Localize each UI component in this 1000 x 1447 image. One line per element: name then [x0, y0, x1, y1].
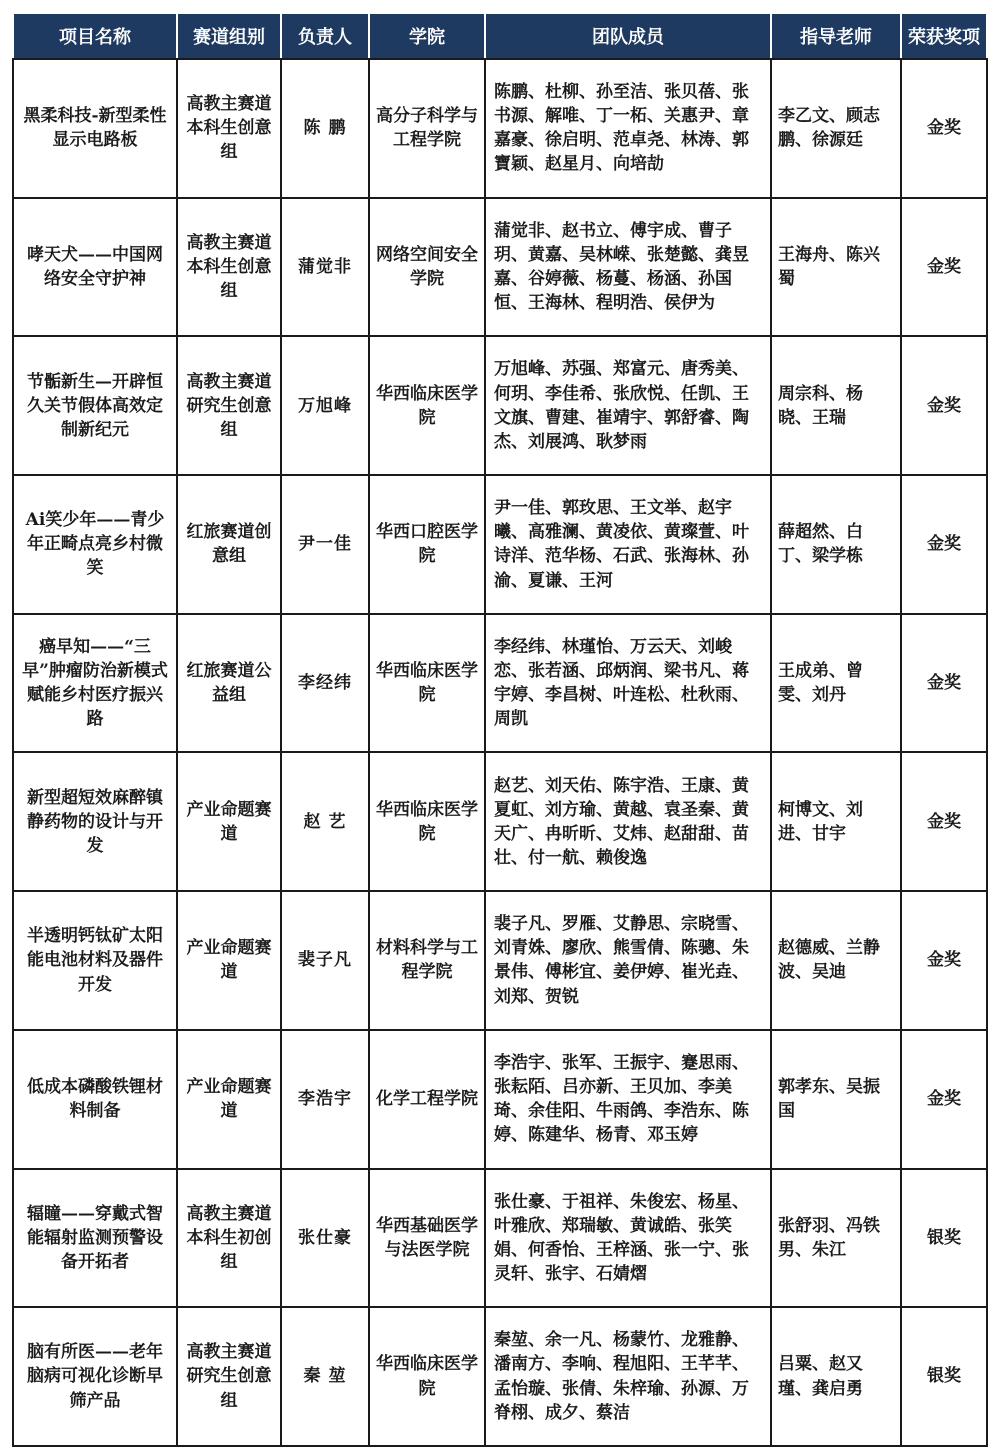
cell-award: 金奖	[901, 475, 987, 614]
cell-members: 李浩宇、张军、王振宇、蹇思雨、张耘陌、吕亦新、王贝加、李美琦、余佳阳、牛雨鸽、李浩东、陈婷、陈建华、杨青、邓玉婷	[485, 1030, 771, 1169]
table-row	[13, 1030, 987, 1169]
table-row	[13, 336, 987, 475]
cell-track: 产业命题赛道	[177, 1030, 281, 1169]
cell-project: Ai笑少年——青少年正畸点亮乡村微笑	[13, 475, 177, 614]
cell-leader: 尹一佳	[281, 475, 369, 614]
cell-project: 低成本磷酸铁锂材料制备	[13, 1030, 177, 1169]
cell-college: 网络空间安全学院	[369, 198, 485, 337]
cell-members: 李经纬、林瑾怡、万云天、刘峻恋、张若涵、邱炳润、梁书凡、蒋宇婷、李昌树、叶连松、杜秋雨、周凯	[485, 614, 771, 753]
header-mentors: 指导老师	[771, 13, 901, 59]
header-college: 学院	[369, 13, 485, 59]
cell-leader: 张仕豪	[281, 1169, 369, 1308]
cell-mentors: 王海舟、陈兴蜀	[771, 198, 901, 337]
cell-award: 银奖	[901, 1169, 987, 1308]
cell-mentors: 赵德威、兰静波、吴迪	[771, 891, 901, 1030]
cell-mentors: 郭孝东、吴振国	[771, 1030, 901, 1169]
cell-leader: 裴子凡	[281, 891, 369, 1030]
cell-members: 赵艺、刘天佑、陈宇浩、王康、黄夏虹、刘方瑜、黄越、袁圣秦、黄天广、冉昕昕、艾炜、赵甜甜、苗壮、付一航、赖俊逸	[485, 752, 771, 891]
cell-mentors: 吕粟、赵又瑾、龚启勇	[771, 1307, 901, 1446]
cell-college: 华西口腔医学院	[369, 475, 485, 614]
cell-leader: 陈 鹏	[281, 59, 369, 198]
header-track: 赛道组别	[177, 13, 281, 59]
cell-project: 癌早知——“三早”肿瘤防治新模式 赋能乡村医疗振兴路	[13, 614, 177, 753]
cell-project: 半透明钙钛矿太阳能电池材料及器件开发	[13, 891, 177, 1030]
table-body	[13, 59, 987, 1446]
cell-members: 裴子凡、罗雁、艾静思、宗晓雪、刘青姝、廖欣、熊雪倩、陈骢、朱景伟、傅彬宜、姜伊婷、崔光垚、刘郑、贺锐	[485, 891, 771, 1030]
cell-leader: 李经纬	[281, 614, 369, 753]
cell-award: 金奖	[901, 614, 987, 753]
cell-mentors: 张舒羽、冯铁男、朱江	[771, 1169, 901, 1308]
table-row	[13, 891, 987, 1030]
cell-project: 节骺新生—开辟恒久关节假体高效定制新纪元	[13, 336, 177, 475]
cell-members: 陈鹏、杜柳、孙至洁、张贝蓓、张书源、解唯、丁一柘、关惠尹、章嘉豪、徐启明、范卓尧、林涛、郭寶颖、赵星月、向培劼	[485, 59, 771, 198]
table-row	[13, 59, 987, 198]
cell-members: 蒲觉非、赵书立、傅宇成、曹子玥、黄嘉、吴林嵘、张楚懿、龚昱嘉、谷婷薇、杨蔓、杨涵、孙国恒、王海林、程明浩、侯伊为	[485, 198, 771, 337]
cell-college: 化学工程学院	[369, 1030, 485, 1169]
awards-table	[12, 12, 988, 1447]
table-row	[13, 614, 987, 753]
cell-track: 红旅赛道公益组	[177, 614, 281, 753]
cell-award: 金奖	[901, 198, 987, 337]
table-row	[13, 1169, 987, 1308]
cell-project: 哮天犬——中国网络安全守护神	[13, 198, 177, 337]
table-row	[13, 752, 987, 891]
cell-members: 秦堃、余一凡、杨蒙竹、龙雅静、潘南方、李响、程旭阳、王芊芊、孟怡璇、张倩、朱梓瑜、孙源、万脊栩、成夕、蔡洁	[485, 1307, 771, 1446]
awards-table-container	[12, 12, 986, 1447]
cell-project: 黑柔科技-新型柔性显示电路板	[13, 59, 177, 198]
cell-track: 产业命题赛道	[177, 752, 281, 891]
cell-college: 华西临床医学院	[369, 614, 485, 753]
header-project: 项目名称	[13, 13, 177, 59]
cell-track: 高教主赛道本科生初创组	[177, 1169, 281, 1308]
cell-leader: 李浩宇	[281, 1030, 369, 1169]
cell-college: 华西临床医学院	[369, 1307, 485, 1446]
cell-track: 高教主赛道研究生创意组	[177, 336, 281, 475]
cell-award: 金奖	[901, 891, 987, 1030]
cell-leader: 赵 艺	[281, 752, 369, 891]
cell-leader: 万旭峰	[281, 336, 369, 475]
header-leader: 负责人	[281, 13, 369, 59]
header-members: 团队成员	[485, 13, 771, 59]
cell-award: 金奖	[901, 752, 987, 891]
table-row	[13, 1307, 987, 1446]
table-header	[13, 13, 987, 59]
cell-mentors: 薛超然、白丁、梁学栋	[771, 475, 901, 614]
table-row	[13, 475, 987, 614]
header-row	[13, 13, 987, 59]
cell-track: 高教主赛道本科生创意组	[177, 198, 281, 337]
cell-college: 材料科学与工程学院	[369, 891, 485, 1030]
cell-track: 高教主赛道本科生创意组	[177, 59, 281, 198]
cell-mentors: 柯博文、刘进、甘宇	[771, 752, 901, 891]
cell-mentors: 李乙文、顾志鹏、徐源廷	[771, 59, 901, 198]
cell-project: 脑有所医——老年脑病可视化诊断早筛产品	[13, 1307, 177, 1446]
cell-members: 万旭峰、苏强、郑富元、唐秀美、何玥、李佳希、张欣悦、任凯、王文旗、曹建、崔靖宇、郭舒睿、陶杰、刘展鸿、耿梦雨	[485, 336, 771, 475]
cell-track: 高教主赛道研究生创意组	[177, 1307, 281, 1446]
cell-mentors: 王成弟、曾雯、刘丹	[771, 614, 901, 753]
cell-college: 华西基础医学与法医学院	[369, 1169, 485, 1308]
cell-leader: 蒲觉非	[281, 198, 369, 337]
table-row	[13, 198, 987, 337]
cell-award: 金奖	[901, 336, 987, 475]
cell-award: 金奖	[901, 59, 987, 198]
cell-college: 高分子科学与工程学院	[369, 59, 485, 198]
cell-project: 辐瞳——穿戴式智能辐射监测预警设备开拓者	[13, 1169, 177, 1308]
cell-leader: 秦 堃	[281, 1307, 369, 1446]
cell-track: 红旅赛道创意组	[177, 475, 281, 614]
cell-college: 华西临床医学院	[369, 336, 485, 475]
cell-award: 金奖	[901, 1030, 987, 1169]
cell-college: 华西临床医学院	[369, 752, 485, 891]
cell-award: 银奖	[901, 1307, 987, 1446]
cell-members: 尹一佳、郭玫思、王文举、赵宇曦、高雅澜、黄凌依、黄璨萱、叶诗洋、范华杨、石武、张海林、孙渝、夏谦、王河	[485, 475, 771, 614]
cell-track: 产业命题赛道	[177, 891, 281, 1030]
header-award: 荣获奖项	[901, 13, 987, 59]
cell-members: 张仕豪、于祖祥、朱俊宏、杨星、叶雅欣、郑瑞敏、黄诚皓、张笑娟、何香怡、王梓涵、张一宁、张灵轩、张宇、石婧熠	[485, 1169, 771, 1308]
cell-mentors: 周宗科、杨晓、王瑞	[771, 336, 901, 475]
cell-project: 新型超短效麻醉镇静药物的设计与开发	[13, 752, 177, 891]
